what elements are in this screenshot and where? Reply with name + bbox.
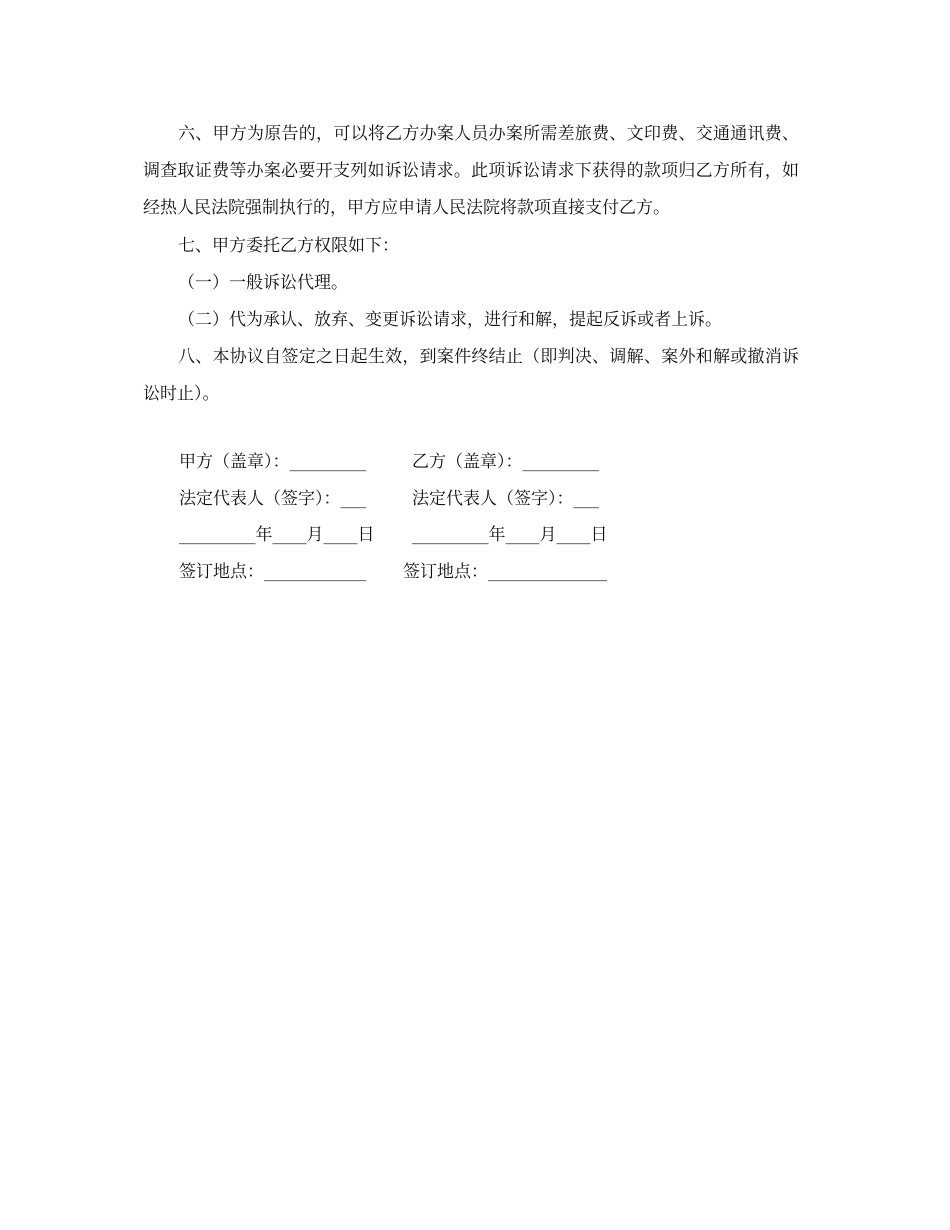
party-a-representative: 法定代表人（签字）：___ bbox=[179, 488, 366, 509]
date-row bbox=[179, 517, 608, 554]
place-row bbox=[179, 554, 607, 591]
party-b-date: _________年____月____日 bbox=[412, 525, 608, 545]
signature-block bbox=[179, 444, 608, 590]
party-b-place: 签订地点：______________ bbox=[403, 561, 607, 582]
party-b-seal: 乙方（盖章）：_________ bbox=[412, 452, 599, 472]
clause-seven-item-one: （一）一般诉讼代理。 bbox=[178, 272, 348, 293]
seal-row bbox=[179, 444, 599, 481]
party-b-representative: 法定代表人（签字）：___ bbox=[412, 488, 599, 509]
party-a-place: 签订地点：____________ bbox=[179, 561, 366, 582]
document-body bbox=[143, 116, 799, 414]
clause-six: 六、甲方为原告的，可以将乙方办案人员办案所需差旅费、文印费、交通通讯费、调查取证费等办案必要开支列如诉讼请求。此项诉讼请求下获得的款项归乙方所有，如经热人民法院强制执行的，甲方应申请人民法院将款项直接支付乙方。 bbox=[143, 124, 799, 219]
clause-seven-item-two: （二）代为承认、放弃、变更诉讼请求，进行和解，提起反诉或者上诉。 bbox=[178, 310, 722, 331]
clause-eight: 八、本协议自签定之日起生效，到案件终结止（即判决、调解、案外和解或撤消诉讼时止）。 bbox=[143, 347, 799, 405]
clause-seven: 七、甲方委托乙方权限如下： bbox=[178, 235, 399, 256]
party-a-seal: 甲方（盖章）：_________ bbox=[179, 452, 366, 472]
representative-row bbox=[179, 481, 599, 518]
party-a-date: _________年____月____日 bbox=[179, 525, 375, 545]
